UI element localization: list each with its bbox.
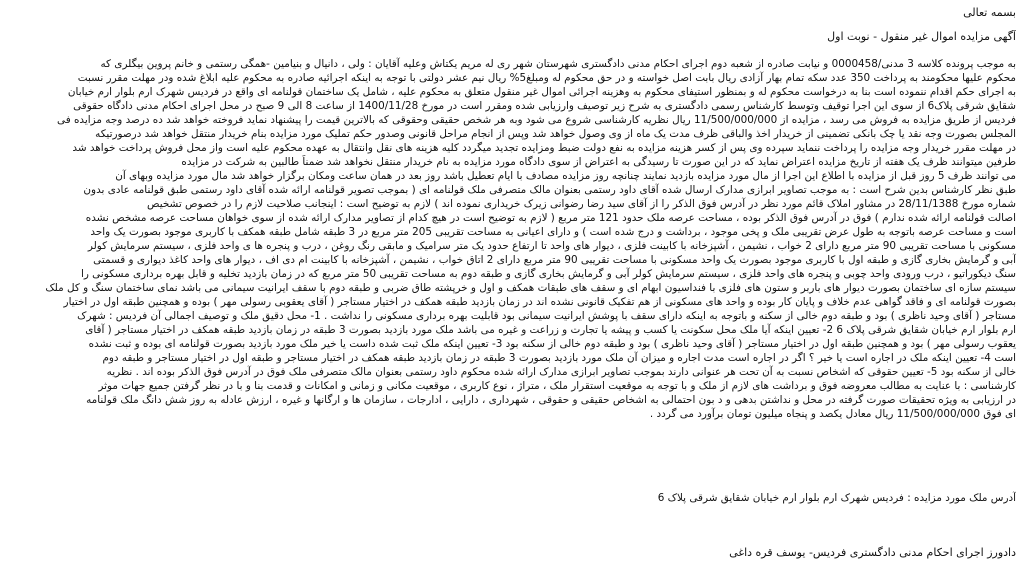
body-line: طبق نظر کارشناس بدین شرح است : به موجب تصاویر ابرازی مدارک ارسال شده آقای داود رستمی بعنوان مالک متصرفی ملک قولنامه ای ( بموجب تصویر قولنامه ارائه شده آقای داود رستمی طبق قولنامه عادی بدون — [83, 184, 1016, 196]
property-address: آدرس ملک مورد مزایده : فردیس شهرک ارم بلوار ارم خیابان شقایق شرقی پلاک 6 — [657, 492, 1016, 504]
body-line: در ارزیابی به ویژه تحقیقات صورت گرفته در محل و نداشتن بدهی و د بون احتمالی به اشخاص حقیقی و حقوقی ، شهرداری ، دارایی ، ادارجات ، سازمان ها و ارگانها و غیره ، ارزش عادله به روز شش دانگ ملک قولنامه — [86, 394, 1016, 406]
body-line: کارشناسی : با عنایت به مطالب معروضه فوق و برداشت های لازم از ملک و با توجه به موقعیت استقرار ملک ، متراژ ، نوع کاربری ، موقعیت مکانی و زمانی و امکانات و قدمت بنا و با در نظر گرفتن جمیع جهات موثر — [98, 380, 1016, 392]
body-line: به اجرای حکم اقدام ننموده است بنا به درخواست محکوم له و بمنظور استیفای محکوم به وهزینه اجرائی اموال غیر منقول متعلق به محکوم علیه ، شامل یک ساختمان قولنامه ای واقع در فردیس شهرک ارم بلوار ارم خیابان — [67, 86, 1016, 98]
body-line: به موجب پرونده کلاسه 3 مدنی/0000458 و نیابت صادره از شعبه دوم اجرای احکام مدنی دادگستری شهرستان شهر ری له مریم یکتاش وعلیه آقایان : ولی ، دانیال و بنیامین -همگی رستمی و خانم پروین بیگلری که — [100, 58, 1016, 70]
basmala-heading: بسمه تعالی — [963, 6, 1016, 19]
body-line: خالی از سکنه بود 5- تعیین حقوقی که اشخاص نسبت به آن تحت هر عنوانی دارند بموجب تصاویر ابرازی مدارک ارائه شده محکوم داود رستمی بعنوان مالک متصرفی ملک فوق در آدرس فوق الذکر بوده اند . نظریه — [106, 366, 1016, 378]
body-line: طرفین میتوانند ظرف یک هفته از تاریخ مزایده اعتراض نماید که در این صورت تا رسیدگی به اعتراض از سوی دادگاه مورد مزایده به نام خریدار منتقل نخواهد شد ضمناً طالبین به شرکت در مزایده — [181, 156, 1016, 168]
body-line: است و مساحت عرصه باتوجه به طول عرض تقریبی ملک و پخی موجود ، برداشت و درج شده است ) و دارای اعیانی به مساحت تقریبی 205 متر مربع در 3 طبقه شامل طبقه همکف با کاربری موجود بصورت یک واحد — [90, 226, 1016, 238]
body-line: یعقوب رسولی مهر ) بود و همچنین طبقه اول در اختیار مستاجر ( آقای وحید ناظری ) بود و طبقه دوم خالی از سکنه بود 3- تعیین اینکه ملک ثبت شده داست یا خیر ملک مورد بازدید بصورت قولنامه ای بوده و ثبت نشده — [88, 338, 1016, 350]
body-line: در مهلت مقرر خریدار وجه مزایده را پرداخت ننماید سپرده وی پس از کسر هزینه مزایده به نفع دولت ضبط ومزایده تجدید میگردد کلیه هزینه های نقل وانتقال به عهده محکوم علیه است واز محل فروش پرداخت خواهد شد — [72, 142, 1016, 154]
body-line: فردیس از طریق مزایده به فروش می رسد ، مزایده از 11/500/000/000 ریال نظریه کارشناسی شروع می شود وبه هر شخص حقیقی وحقوقی که بالاترین قیمت را پیشنهاد نماید فروخته خواهد شد ده درصد وجه مزایده فی — [57, 114, 1016, 126]
body-line: مسکونی با مساحت تقریبی 90 متر مربع دارای 2 خواب ، نشیمن ، آشپزخانه با کابینت فلزی ، دیوار های واحد تا ارتفاع حدود یک متر سرامیک و مابقی رنگ روغن ، درب و پنجره ها ی واحد فلزی ، سیستم سرمایش کولر — [87, 240, 1016, 252]
body-line: سیستم سازه ای ساختمان بصورت دیوار های باربر و ستون های فلزی با فنداسیون ابهام ای و سقف های طبقات همکف و اول و خرپشته طاق ضربی و طبقه دوم با سقف ایرانیت سیمانی می باشد نمای ساختمان سنگ و کل ملک — [45, 282, 1016, 294]
notice-title: آگهی مزایده اموال غیر منقول - نوبت اول — [827, 30, 1016, 43]
body-line: ای فوق 11/500/000/000 ریال معادل یکصد و پنجاه میلیون تومان برآورد می گردد . — [649, 408, 1016, 420]
body-line: محکوم علیها محکومند به پرداخت 350 عدد سکه تمام بهار آزادی ریال بابت اصل خواسته و در حق محکوم له ومبلغ5% ریال نیم عشر دولتی با توجه به اینکه اجرائیه صادره به محکوم علیه ابلاغ شده ودر مهلت مقرر نسبت — [77, 72, 1016, 84]
body-line: المجلس بصورت وجه نقد یا چک بانکی تضمینی از خریدار اخذ والباقی ظرف مدت یک ماه از وی وصول خواهد شد وپس از انجام مراحل قانونی وصدور حکم تملیک مورد مزایده بنام خریدار منتقل خواهد شد درصورتیکه — [95, 128, 1016, 140]
body-line: می توانند ظرف 5 روز قبل از مزایده با اطلاع این اجرا از مال مورد مزایده بازدید نمایند چنانچه روز مزایده مصادف با ایام تعطیل باشد روز بعد در همان ساعت ومکان برگزار خواهد شد مال مورد مزایده وبهای آن — [115, 170, 1016, 182]
body-line: آبی و گرمایش بخاری گازی و طبقه اول با کاربری موجود بصورت یک واحد مسکونی با مساحت تقریبی 90 متر مربع دارای 2 اتاق خواب ، نشیمن ، آشپزخانه با کابینت ام دی اف ، دیوار های واحد کاغذ دیواری و قسمتی — [93, 254, 1016, 266]
body-line: ارم بلوار ارم خیابان شقایق شرقی پلاک 6 2- تعیین اینکه آیا ملک محل سکونت یا کسب و پیشه یا تجارت و زراعت و غیره می باشد ملک مورد بازدید بصورت 3 طبقه در زمان بازدید طبقه همکف در اختیار مستاجر ( آقای — [85, 324, 1016, 336]
body-line: بصورت قولنامه ای و فاقد گواهی عدم خلاف و پایان کار بوده و واحد های مسکونی از هم تفکیک قانونی نشده اند در زمان بازدید طبقه همکف در اختیار مستاجر ( آقای یعقوبی رسولی مهر ) بوده و همچنین طبقه اول در اختیار — [63, 296, 1016, 308]
body-line: سنگ دیکوراتیو ، درب ورودی واحد چوبی و پنجره های واحد فلزی ، سیستم سرمایش کولر آبی و گرمایش بخاری گازی و طبقه دوم به مساحت تقریبی 50 متر مربع که در زمان بازدید تخلیه و قابل بهره برداری مسکونی را — [80, 268, 1016, 280]
body-line: است 4- تعیین اینکه ملک در اجاره است یا خیر ؟ اگر در اجاره است مدت اجاره و میزان آن ملک مورد بازدید بصورت 3 طبقه در زمان بازدید طبقه همکف در اختیار مستاجر و طبقه اول در اختیار مستاجر و طبقه دوم — [102, 352, 1016, 364]
body-line: شقایق شرقی پلاک6 از سوی این اجرا توقیف وتوسط کارشناس رسمی دادگستری به شرح زیر توصیف وارزیابی شده ومقرر است در مورخ 1400/11/28 از ساعت 8 الی 9 صبح در محل اجرای احکام مدنی دادگاه حقوقی — [73, 100, 1016, 112]
enforcement-officer-signature: دادورز اجرای احکام مدنی دادگستری فردیس- یوسف قره داغی — [729, 546, 1016, 559]
body-line: اصالت قولنامه ارائه شده ندارم ) فوق در آدرس فوق الذکر بوده ، مساحت عرصه ملک حدود 121 متر مربع ( لازم به توضیح است در هیچ کدام از تصاویر مدارک ارائه شده از سوی خواهان مساحت عرصه مشخص نشده — [85, 212, 1016, 224]
body-line: شماره مورخ 28/11/1388 در مشاور املاک قائم مورد نظر در آدرس فوق الذکر را از آقای سید رضا رضوانی زیرک خریداری نموده اند ) لازم به توضیح است : اینجانب صلاحیت لازم را در خصوص تشخیص — [146, 198, 1016, 210]
body-line: مستاجر ( آقای وحید ناظری ) بود و طبقه دوم خالی از سکنه و باتوجه به اینکه دارای سقف با پوشش ایرانیت سیمانی بود قابلیت بهره برداری مسکونی را نداشت . 1- محل دقیق ملک و توصیف اجمالی آن فردیس : شهرک — [77, 310, 1016, 322]
